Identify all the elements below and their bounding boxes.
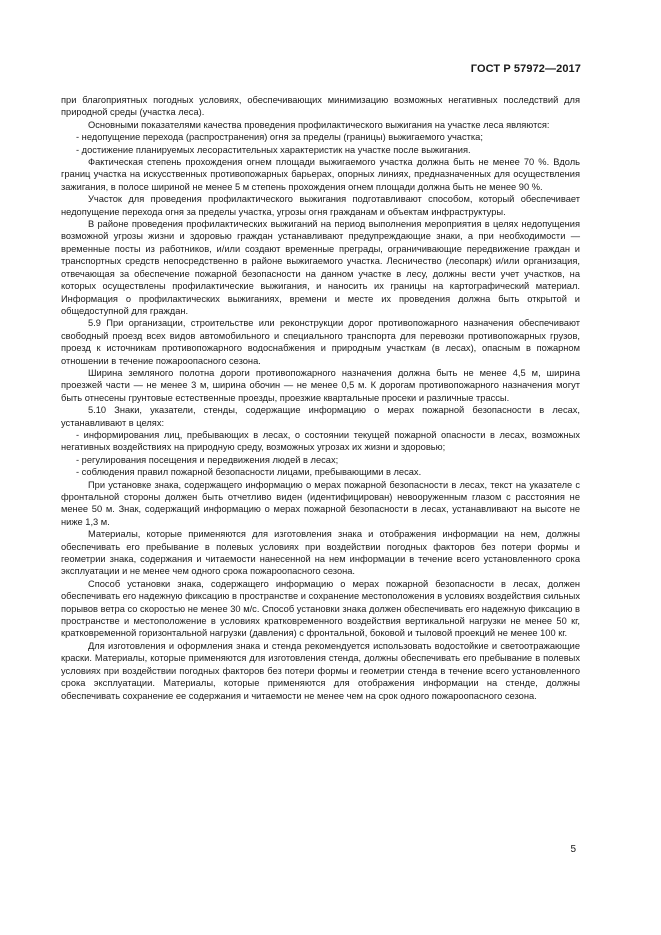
list-item: - недопущение перехода (распространения) огня за пределы (границы) выжигаемого участка; bbox=[76, 132, 483, 143]
paragraph: Материалы, которые применяются для изготовления знака и отображения информации на нем, должны обеспечивать его пребывание в полевых условиях при воздействии погодных факторов без потери формы и геометрии знака, содержания и читаемости нанесенной на нем информации в течение всего установленного срока эксплуатации и не менее чем одного срока пожароопасного сезона. bbox=[61, 529, 580, 577]
paragraph: В районе проведения профилактических выжиганий на период выполнения мероприятия в целях недопущения возможной угрозы жизни и здоровью граждан устанавливают предупреждающие знаки, а при необходимости — временные посты из работников, и/или создают временные преграды, ограничивающие передвижение граждан и транспортных средств непосредственно в районе выжигаемого участка. Лесничество (лесопарк) и/или организация, отвечающая за обеспечение пожарной безопасности на данном участке в лесу, должны вести учет участков, на которых осуществлены профилактические выжигания, и наносить их границы на картографический материал. Информация о профилактических выжиганиях, времени и месте их проведения должна быть открытой и общедоступной для граждан. bbox=[61, 219, 580, 316]
paragraph: 5.10 Знаки, указатели, стенды, содержащие информацию о мерах пожарной безопасности в лесах, устанавливают в целях: bbox=[61, 405, 580, 428]
paragraph: при благоприятных погодных условиях, обеспечивающих минимизацию возможных негативных последствий для природной среды (участка леса). bbox=[61, 95, 580, 118]
page-number: 5 bbox=[570, 844, 576, 855]
paragraph: Фактическая степень прохождения огнем площади выжигаемого участка должна быть не менее 70 %. Вдоль границ участка на искусственных противопожарных барьерах, опорных линиях, предназначенных для осуществления зажигания, в полосе шириной не менее 5 м степень прохождения огнем площади должна быть не менее 90 %. bbox=[61, 157, 580, 192]
paragraph: При установке знака, содержащего информацию о мерах пожарной безопасности в лесах, текст на указателе с фронтальной стороны должен быть отчетливо виден (идентифицирован) невооруженным глазом с расстояния не менее 50 м. Знак, содержащий информацию о мерах пожарной безопасности в лесах, устанавливают на высоте не ниже 1,3 м. bbox=[61, 479, 580, 527]
list-item: - соблюдения правил пожарной безопасности лицами, пребывающими в лесах. bbox=[76, 467, 422, 478]
paragraph: Участок для проведения профилактического выжигания подготавливают способом, который обеспечивает недопущение перехода огня за пределы участка, угрозы огня гражданам и объектам инфраструктуры. bbox=[61, 194, 580, 217]
paragraph: Способ установки знака, содержащего информацию о мерах пожарной безопасности в лесах, должен обеспечивать его надежную фиксацию в пространстве и сохранение местоположения в условиях воздействия сильных порывов ветра со скоростью не менее 30 м/с. Способ установки знака должен обеспечивать его надежную фиксацию в пространстве и местоположение в условиях кратковременного воздействия вертикальной нагрузки не менее 50 кг, кратковременной горизонтальной нагрузки (давления) с фронтальной, боковой и тыловой проекций не менее 100 кг. bbox=[61, 578, 580, 639]
paragraph: Основными показателями качества проведения профилактического выжигания на участке леса являются: bbox=[88, 119, 550, 130]
paragraph: Ширина земляного полотна дороги противопожарного назначения должна быть не менее 4,5 м, ширина проезжей части — не менее 3 м, ширина обочин — не менее 0,5 м. К дорогам противопожарного назначения могут быть отнесены грунтовые естественные проезды, проезжие квартальные просеки и различные трассы. bbox=[61, 367, 580, 403]
paragraph: Для изготовления и оформления знака и стенда рекомендуется использовать водостойкие и светоотражающие краски. Материалы, которые применяются для изготовления стенда, должны обеспечивать его пребывание в полевых условиях при воздействии погодных факторов без потери формы и геометрии стенда в течение всего установленного срока эксплуатации. Материалы, которые применяются для отображения информации на стенде, должны обеспечивать сохранение ее содержания и читаемости не менее чем на срок одного пожароопасного сезона. bbox=[61, 640, 580, 701]
body-text bbox=[61, 94, 580, 702]
standard-header: ГОСТ Р 57972—2017 bbox=[470, 63, 581, 75]
list-item: - регулирования посещения и передвижения людей в лесах; bbox=[76, 454, 339, 465]
paragraph: 5.9 При организации, строительстве или реконструкции дорог противопожарного назначения обеспечивают свободный проезд всех видов автомобильного и специального транспорта для перевозки противопожарных грузов, проезд к источникам противопожарного водоснабжения и природным участкам (в лесах), опасным в пожарном отношении в течение пожароопасного сезона. bbox=[61, 318, 580, 366]
list-item: - достижение планируемых лесорастительных характеристик на участке после выжигания. bbox=[76, 144, 471, 155]
list-item: - информирования лиц, пребывающих в лесах, о состоянии текущей пожарной опасности в лесах, возможных негативных воздействиях на природную среду, возможных угрозах их жизни и здоровью; bbox=[61, 429, 580, 453]
